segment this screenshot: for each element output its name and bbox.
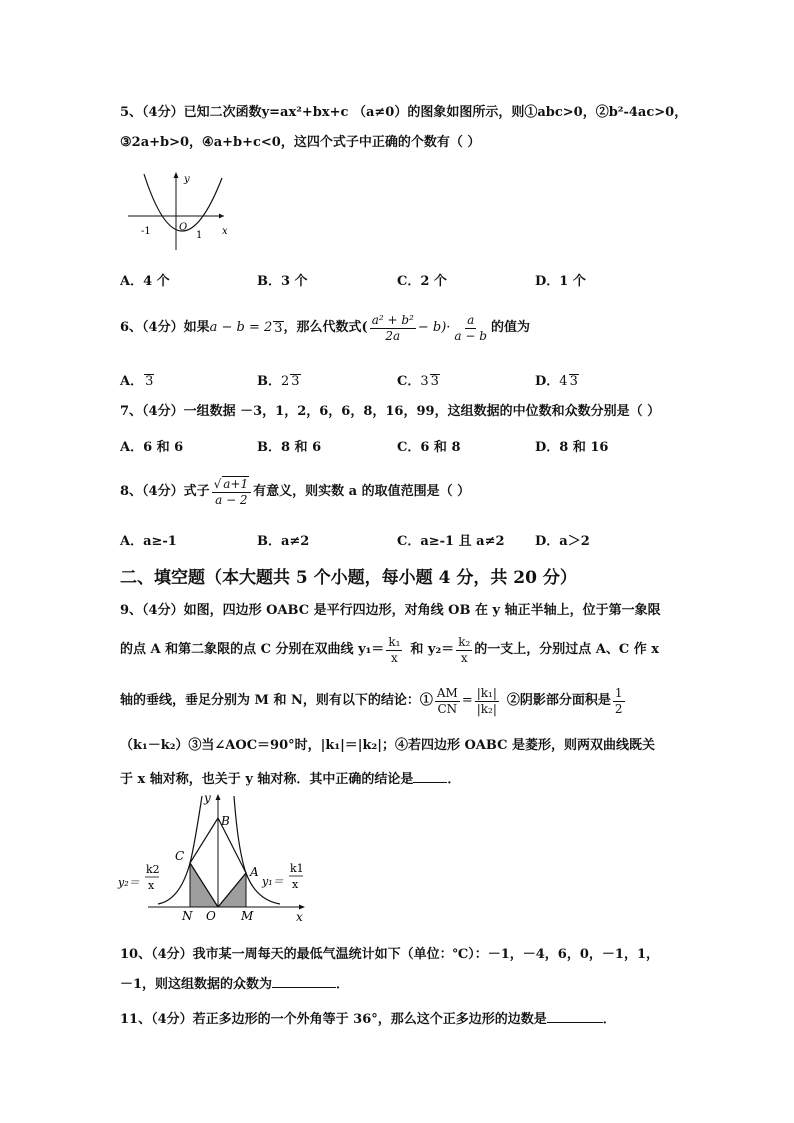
q9-line2 — [120, 630, 659, 670]
q9-line4: （k₁－k₂）③当∠AOC＝90°时，|k₁|＝|k₂|；④若四边形 OABC 是菱形，则两双曲线既关 — [120, 738, 655, 753]
q9-frac-absk — [475, 686, 499, 717]
q9-label-k1: k1 — [290, 862, 304, 875]
q8-frac-num-radicand: a+1 — [223, 477, 249, 491]
q9-frac-x1: x — [390, 650, 398, 665]
q9-frac-absk2: |k₂| — [476, 701, 497, 716]
q9-frac-x2: x — [460, 650, 468, 665]
q6-prefix: 6、（4分）如果 — [120, 320, 210, 335]
q9-figure — [114, 788, 314, 924]
q6-frac2-den: a − b — [454, 328, 487, 343]
q9-line3b: ②阴影部分面积是 — [506, 693, 611, 708]
q6-option-d-letter: D． — [535, 374, 560, 389]
q8-prefix: 8、（4分）式子 — [120, 484, 210, 499]
q6-option-a[interactable] — [120, 370, 154, 389]
q6-frac1-num: a² + b² — [371, 312, 414, 327]
q6-option-c-radical: 3 — [430, 374, 439, 389]
q9-label-k2: k2 — [146, 863, 160, 876]
q9-label-x: x — [296, 910, 303, 924]
q9-frac-half — [613, 686, 625, 717]
q9-line2c: 的一支上，分别过点 A、C 作 x — [474, 642, 660, 657]
q5-option-c[interactable]: C．2 个 — [397, 274, 447, 289]
q10-line2-end: ． — [336, 977, 350, 992]
q9-frac-k2: k₂ — [458, 634, 471, 649]
q9-line5-text: 于 x 轴对称，也关于 y 轴对称．其中正确的结论是 — [120, 772, 414, 787]
q8-frac-den: a − 2 — [215, 493, 248, 507]
q9-label-C: C — [175, 849, 185, 863]
q5-line2: ③2a+b>0，④a+b+c<0，这四个式子中正确的个数有（ ） — [120, 135, 481, 150]
q5-label-o: O — [179, 222, 188, 233]
q9-x-arrow — [299, 905, 305, 910]
q5-option-a[interactable]: A．4 个 — [120, 274, 170, 289]
q10-line2-text: －1，则这组数据的众数为 — [120, 977, 273, 992]
q8-option-d[interactable]: D．a＞2 — [535, 534, 590, 549]
q5-parabola-graph — [124, 168, 234, 252]
q5-y-arrow — [174, 172, 179, 178]
q9-label-x-den-right: x — [292, 878, 299, 891]
q6-frac1-den: 2a — [385, 328, 401, 343]
q6-option-d-coef: 4 — [559, 374, 568, 389]
q11-line1-end: ． — [602, 1012, 616, 1027]
q9-y-arrow — [216, 794, 221, 800]
q6-option-a-letter: A． — [120, 374, 144, 389]
q9-label-B: B — [221, 814, 230, 828]
q7-stem: 7、（4分）一组数据 －3，1，2，6，6，8，16，99，这组数据的中位数和众数分别是（ ） — [120, 404, 661, 419]
q6-option-c-coef: 3 — [420, 374, 429, 389]
q8-frac-num: √ a+1 — [212, 476, 252, 493]
q8-option-b[interactable]: B．a≠2 — [257, 534, 310, 549]
q6-frac2-num: a — [467, 312, 475, 327]
q9-label-M: M — [241, 909, 254, 923]
q7-option-b[interactable]: B．8 和 6 — [257, 440, 322, 455]
q5-option-d[interactable]: D．1 个 — [535, 274, 586, 289]
q11-line1-text: 11、（4分）若正多边形的一个外角等于 36°，那么这个正多边形的边数是 — [120, 1012, 547, 1027]
q6-condition-radical: 3 — [274, 320, 283, 336]
q9-line2a: 的点 A 和第二象限的点 C 分别在双曲线 y₁＝ — [120, 642, 385, 657]
q6-minus-b: − b)· — [417, 320, 451, 335]
q8-stem — [120, 472, 470, 512]
q5-label-x: x — [222, 226, 228, 237]
q9-label-y2: y₂＝ — [118, 876, 140, 889]
q8-suffix: 有意义，则实数 a 的取值范围是（ ） — [253, 484, 471, 499]
q9-label-O: O — [206, 909, 216, 923]
q9-label-x-den-left: x — [148, 879, 155, 892]
q6-stem — [120, 310, 530, 346]
q8-fraction — [212, 476, 252, 508]
q9-frac-am: AM — [436, 685, 458, 700]
q6-fraction-2 — [452, 313, 489, 344]
q7-option-d[interactable]: D．8 和 16 — [535, 440, 609, 455]
q9-label-y: y — [204, 791, 211, 805]
q9-frac-k1-x — [386, 635, 402, 666]
q5-label-y: y — [184, 174, 190, 185]
q9-line5-end: ． — [447, 772, 461, 787]
q6-suffix: 的值为 — [490, 320, 530, 335]
q11-line1 — [120, 1011, 616, 1029]
q9-frac-am-cn — [435, 686, 460, 717]
q7-option-a[interactable]: A．6 和 6 — [120, 440, 184, 455]
q9-frac-k2-x — [456, 635, 472, 666]
q5-line1: 5、（4分）已知二次函数y=ax²+bx+c （a≠0）的图象如图所示，则①abc>0，②b²-4ac>0， — [120, 105, 688, 120]
q9-frac-half-num: 1 — [614, 685, 623, 700]
q9-frac-half-den: 2 — [614, 701, 623, 716]
q9-line5 — [120, 771, 460, 789]
q9-frac-k1: k₁ — [388, 634, 401, 649]
q6-condition: a − b = 2 — [209, 320, 273, 335]
q6-option-d[interactable] — [535, 370, 579, 389]
q10-line2 — [120, 976, 349, 994]
q5-label-1: 1 — [196, 230, 203, 241]
section-2-heading: 二、填空题（本大题共 5 个小题，每小题 4 分，共 20 分） — [120, 568, 577, 588]
q5-label-neg1: -1 — [141, 226, 151, 237]
q9-frac-absk1: |k₁| — [476, 685, 497, 700]
q9-label-A: A — [250, 865, 259, 879]
q9-line2b: 和 y₂＝ — [410, 642, 455, 657]
q9-line3: 轴的垂线，垂足分别为 M 和 N，则有以下的结论：① $\frac{AM}{CN}$ = $\frac{\text{|k₁|}}{\text{|k₂|}}$ ②阴影部分面积是 $\frac{1}{2}$ — [120, 685, 623, 716]
q6-option-b-radical: 3 — [291, 374, 300, 389]
q9-line3a: 轴的垂线，垂足分别为 M 和 N，则有以下的结论：① — [120, 693, 433, 708]
q8-option-c[interactable]: C．a≥-1 且 a≠2 — [397, 534, 505, 549]
q6-option-a-radical: 3 — [145, 374, 154, 389]
q11-answer-blank[interactable] — [547, 1022, 603, 1023]
q6-option-c-letter: C． — [397, 374, 421, 389]
q6-option-b[interactable] — [257, 370, 301, 389]
q10-line1: 10、（4分）我市某一周每天的最低气温统计如下（单位：℃）：－1，－4，6，0，－1，1， — [120, 947, 659, 962]
q9-line1: 9、（4分）如图，四边形 OABC 是平行四边形，对角线 OB 在 y 轴正半轴上，位于第一象限 — [120, 603, 661, 618]
q9-label-y1: y₁＝ — [262, 875, 284, 888]
q7-option-c[interactable]: C．6 和 8 — [397, 440, 461, 455]
q6-option-c[interactable] — [397, 370, 440, 389]
q10-answer-blank[interactable] — [272, 987, 336, 988]
q6-option-d-radical: 3 — [569, 374, 578, 389]
q9-answer-blank[interactable] — [413, 782, 447, 783]
q6-fraction-1 — [370, 313, 416, 344]
q5-x-arrow — [219, 214, 224, 219]
q5-option-b[interactable]: B．3 个 — [257, 274, 308, 289]
q6-mid: ，那么代数式( — [283, 320, 368, 335]
q9-frac-cn: CN — [437, 701, 458, 716]
q9-label-N: N — [182, 909, 193, 923]
q6-option-b-letter: B． — [257, 374, 281, 389]
q8-option-a[interactable]: A．a≥-1 — [120, 534, 177, 549]
q6-option-b-coef: 2 — [281, 374, 290, 389]
